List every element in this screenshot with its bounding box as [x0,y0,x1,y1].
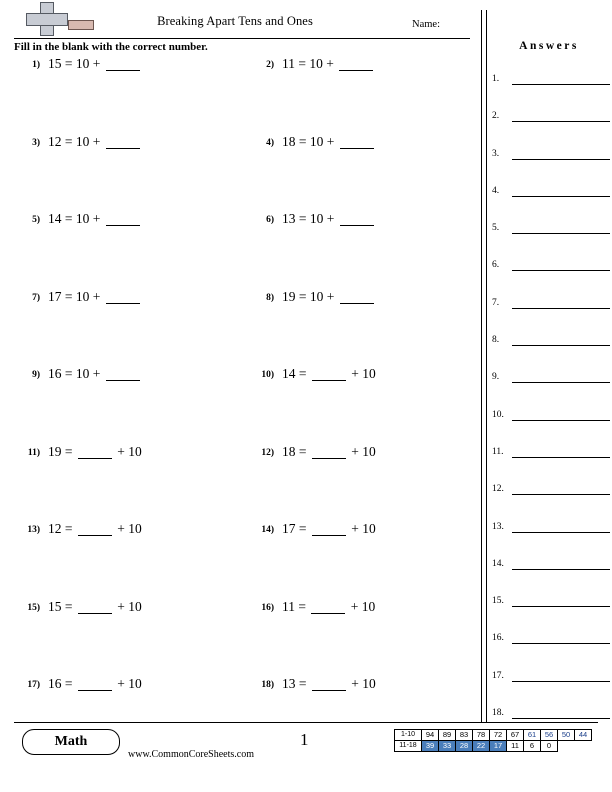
answer-blank[interactable] [106,303,140,304]
problem-number: 5) [32,215,40,225]
answer-line[interactable] [512,159,610,160]
problem-number: 10) [261,370,274,380]
answer-blank[interactable] [340,225,374,226]
score-cell: 0 [541,741,558,752]
problem-expression [282,676,376,692]
answer-line[interactable] [512,420,610,421]
score-cell: 28 [456,741,473,752]
problem-number: 8) [266,292,274,303]
answer-blank[interactable] [340,303,374,304]
answer-line[interactable] [512,532,610,533]
problem-tens: 10 + [309,133,338,149]
problem-tens: 10 + [309,211,338,226]
problem-tens: + 10 [113,443,142,459]
problem-expression [282,211,376,227]
problem-expression [282,521,376,537]
page-title: Breaking Apart Tens and Ones [157,14,313,28]
answer-blank[interactable] [78,458,112,459]
answer-blank[interactable] [106,225,140,226]
answer-row [492,107,612,144]
answer-blank[interactable] [311,613,345,614]
problem-expression [282,134,376,150]
answer-blank[interactable] [106,148,140,149]
answer-number: 12. [492,484,504,495]
answer-row [492,219,612,256]
answer-line[interactable] [512,457,610,458]
score-cell: 39 [422,741,439,752]
answer-blank[interactable] [78,535,112,536]
answer-line[interactable] [512,345,610,346]
problem-number: 17) [27,680,40,690]
answer-number: 3. [492,148,500,159]
header-divider [14,38,470,39]
answer-row [492,368,612,405]
answer-line[interactable] [512,718,610,719]
problem-expression [282,444,376,460]
answer-line[interactable] [512,84,610,85]
answer-number: 10. [492,409,504,420]
problem-tens: + 10 [113,676,142,691]
answer-row [492,145,612,182]
answer-row [492,555,612,592]
problem-number: 9) [32,370,40,380]
answer-blank[interactable] [312,690,346,691]
problem-expression [48,134,142,150]
problem-total: 14 = [48,211,76,226]
answer-blank[interactable] [340,148,374,149]
problem-number: 15) [27,602,40,613]
problem-tens: + 10 [347,598,376,614]
page-number: 1 [300,730,309,749]
answer-number: 4. [492,185,500,196]
answer-row [492,480,612,517]
score-cell: 44 [575,730,592,741]
problem-number: 14) [261,525,274,535]
problem-tens: + 10 [347,366,376,381]
score-range-label: 11-18 [395,741,422,752]
problem-total: 11 = [282,56,310,71]
answer-row [492,518,612,555]
problem-expression [48,444,142,460]
problem-tens: 10 + [309,288,338,304]
problem-total: 13 = [282,211,310,226]
score-cell: 11 [507,741,524,752]
subject-badge: Math [22,729,120,755]
score-cell: 33 [439,741,456,752]
answer-number: 8. [492,335,500,346]
problem-number: 18) [261,680,274,690]
problem-total: 19 = [48,443,76,459]
problem-total: 12 = [48,133,76,149]
answer-line[interactable] [512,270,610,271]
footer-divider [14,722,598,723]
answer-number: 5. [492,223,500,234]
answer-line[interactable] [512,681,610,682]
score-cell: 56 [541,730,558,741]
answer-row [492,182,612,219]
problem-expression [48,56,142,72]
answer-number: 13. [492,521,504,532]
score-cell-empty [575,741,592,752]
answer-number: 7. [492,297,500,308]
answer-row [492,294,612,331]
instructions-text: Fill in the blank with the correct number. [14,41,208,53]
answer-line[interactable] [512,233,610,234]
answer-number: 2. [492,111,500,122]
answer-blank[interactable] [312,380,346,381]
problem-total: 13 = [282,676,310,691]
problem-total: 11 = [282,598,310,614]
answer-number: 17. [492,670,504,681]
problem-total: 16 = [48,366,76,381]
problem-number: 13) [27,525,40,535]
score-cell-empty [558,741,575,752]
answer-row [492,629,612,666]
problem-tens: 10 + [75,288,104,304]
answer-row [492,70,612,107]
score-cell: 94 [422,730,439,741]
problem-number: 6) [266,215,274,225]
problem-total: 15 = [48,56,76,71]
answer-line[interactable] [512,643,610,644]
problem-expression [48,289,142,305]
problem-number: 16) [261,602,274,613]
answer-number: 1. [492,74,500,84]
problem-total: 19 = [282,288,310,304]
answer-line[interactable] [512,494,610,495]
problem-tens: 10 + [75,56,104,71]
problem-total: 17 = [48,288,76,304]
problem-total: 18 = [282,443,310,459]
answer-row [492,256,612,293]
problem-number: 11) [27,447,40,458]
problem-total: 12 = [48,521,76,536]
problem-tens: 10 + [309,56,338,71]
page-header [0,0,612,40]
problem-tens: 10 + [75,133,104,149]
score-table-row [395,741,592,752]
answers-divider-line-inner [486,10,487,722]
score-range-label: 1-10 [395,730,422,741]
problem-total: 18 = [282,133,310,149]
problem-expression [282,289,376,305]
answer-number: 11. [492,446,504,457]
problem-number: 12) [261,447,274,458]
problem-expression [48,676,142,692]
answer-line[interactable] [512,196,610,197]
problem-expression [282,599,375,615]
score-cell: 50 [558,730,575,741]
answer-blank[interactable] [106,70,140,71]
problem-tens: + 10 [347,443,376,459]
answer-number: 15. [492,596,504,607]
problem-total: 14 = [282,366,310,381]
problem-expression [282,366,376,382]
score-cell: 67 [507,730,524,741]
answer-number: 6. [492,260,500,271]
score-table [394,729,592,752]
problem-tens: + 10 [347,521,376,536]
problem-tens: 10 + [75,211,104,226]
answer-number: 14. [492,558,504,569]
problem-number: 3) [32,137,40,148]
score-cell: 61 [524,730,541,741]
score-cell: 78 [473,730,490,741]
problem-number: 1) [32,60,40,70]
answer-line[interactable] [512,569,610,570]
answer-blank[interactable] [312,535,346,536]
answer-blank[interactable] [78,613,112,614]
problem-expression [48,366,142,382]
problem-expression [48,211,142,227]
problem-tens: + 10 [347,676,376,691]
answer-line[interactable] [512,606,610,607]
name-label: Name: [412,19,440,30]
answer-number: 18. [492,708,504,719]
score-cell: 17 [490,741,507,752]
answer-line[interactable] [512,121,610,122]
answers-heading: Answers [519,40,579,52]
problem-number: 4) [266,137,274,148]
answer-row [492,592,612,629]
answer-number: 16. [492,633,504,644]
answer-row [492,331,612,368]
problem-total: 17 = [282,521,310,536]
answer-row [492,667,612,704]
problem-expression [282,56,375,72]
score-cell: 72 [490,730,507,741]
problem-total: 16 = [48,676,76,691]
score-cell: 22 [473,741,490,752]
score-cell: 83 [456,730,473,741]
answer-number: 9. [492,372,500,383]
answers-list [492,70,612,741]
answer-row [492,406,612,443]
answer-blank[interactable] [312,458,346,459]
problem-total: 15 = [48,598,76,614]
problem-number: 7) [32,292,40,303]
score-cell: 6 [524,741,541,752]
website-text: www.CommonCoreSheets.com [128,749,255,760]
answer-blank[interactable] [106,380,140,381]
score-table-row [395,730,592,741]
problem-tens: + 10 [113,598,142,614]
answer-blank[interactable] [339,70,373,71]
problem-list [0,56,470,716]
answer-blank[interactable] [78,690,112,691]
problem-expression [48,521,142,537]
problem-number: 2) [266,60,274,70]
answer-line[interactable] [512,308,610,309]
answer-line[interactable] [512,382,610,383]
answers-divider-line-outer [481,10,482,722]
answer-row [492,443,612,480]
problem-tens: + 10 [113,521,142,536]
score-cell: 89 [439,730,456,741]
problem-tens: 10 + [75,366,104,381]
problem-expression [48,599,142,615]
score-table-body [395,730,592,752]
